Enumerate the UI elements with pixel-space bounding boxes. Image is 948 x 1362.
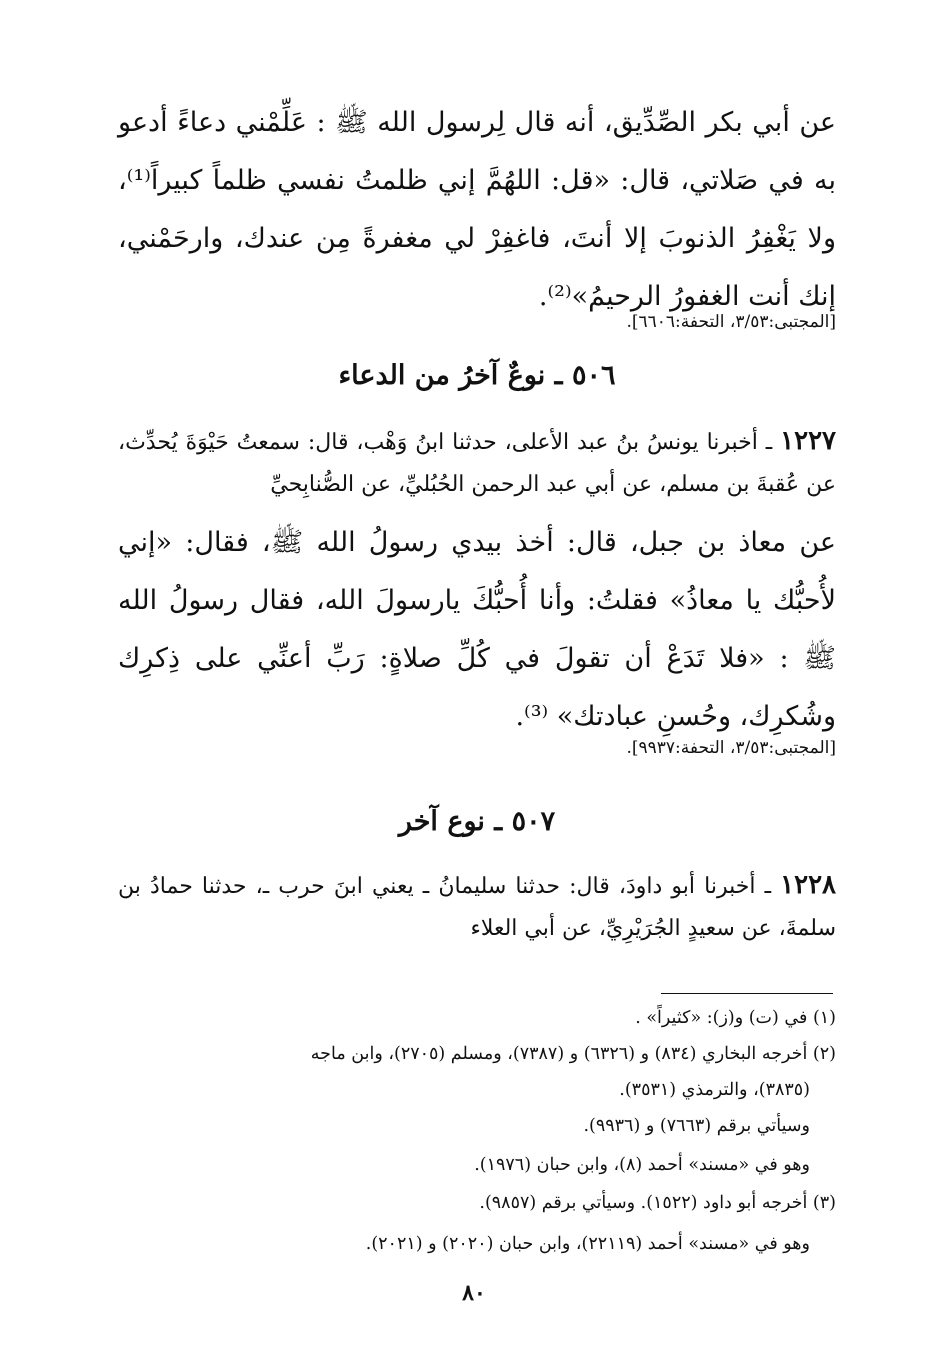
isnad-1227 [118, 420, 836, 506]
hadith-number-1228: ١٢٢٨ [780, 870, 836, 900]
footnote-3: (٣) أخرجه أبو داود (١٥٢٢). وسيأتي برقم (٩٨٥٧). [479, 1193, 836, 1213]
reference-1227: [المجتبى:٣/٥٣، التحفة:٩٩٣٧]. [626, 738, 836, 758]
section-heading-507: ٥٠٧ ـ نوع آخر [398, 806, 556, 837]
footnote-3-cont: وهو في «مسند» أحمد (٢٢١١٩)، وابن حبان (٢٠٢٠) و (٢٠٢١). [365, 1234, 810, 1254]
page-number: ٨٠ [462, 1280, 486, 1306]
footnote-1: (١) في (ت) و(ز): «كثيراً» . [635, 1008, 836, 1028]
reference-1226: [المجتبى:٣/٥٣، التحفة:٦٦٠٦]. [626, 312, 836, 332]
hadith-number-1227: ١٢٢٧ [780, 426, 836, 456]
isnad-text-1227: ـ أخبرنا يونسُ بنُ عبد الأعلى، حدثنا ابنُ وَهْب، قال: سمعتُ حَيْوَةَ يُحدِّث، عن عُقبةَ بن مسلم، عن أبي عبد الرحمن الحُبُليِّ، عن الصُّنابِحيِّ [118, 430, 836, 497]
footnote-separator [661, 993, 833, 994]
footnote-2-cont: (٣٨٣٥)، والترمذي (٣٥٣١). [619, 1080, 810, 1100]
section-heading-506: ٥٠٦ ـ نوعٌ آخرُ من الدعاء [338, 360, 616, 391]
footnote-2-cont-2: وسيأتي برقم (٧٦٦٣) و (٩٩٣٦). [583, 1116, 810, 1136]
footnote-2-cont-3: وهو في «مسند» أحمد (٨)، وابن حبان (١٩٧٦). [474, 1155, 810, 1175]
hadith-text-1227: عن معاذ بن جبل، قال: أخذ بيدي رسولُ الله ﷺ، فقال: «إني لأُحبُّك يا معاذُ» فقلتُ: وأنا أُحبُّكَ يارسولَ الله، فقال رسولُ الله ﷺ : «فلا تَدَعْ أن تقولَ في كُلِّ صلاةٍ: رَبِّ أعنِّي على ذِكرِك وشُكرِك، وحُسنِ عبادتك» ⁽³⁾. [118, 527, 836, 732]
footnote-2: (٢) أخرجه البخاري (٨٣٤) و (٦٣٢٦) و (٧٣٨٧)، ومسلم (٢٧٠٥)، وابن ماجه [310, 1044, 836, 1064]
hadith-text-1226: عن أبي بكر الصِّدِّيق، أنه قال لِرسول الله ﷺ : عَلِّمْني دعاءً أدعو به في صَلاتي، قال: «قل: اللهُمَّ إني ظلمتُ نفسي ظلماً كبيراً⁽¹⁾، ولا يَغْفِرُ الذنوبَ إلا أنتَ، فاغفِرْ لي مغفرةً مِن عندك، وارحَمْني، إنك أنت الغفورُ الرحيمُ»⁽²⁾. [118, 107, 836, 312]
isnad-1228 [118, 864, 836, 950]
isnad-text-1228: ـ أخبرنا أبو داودَ، قال: حدثنا سليمانُ ـ يعني ابنَ حرب ـ، حدثنا حمادُ بن سلمةَ، عن سعيدٍ الجُرَيْرِيِّ، عن أبي العلاء [118, 874, 836, 941]
